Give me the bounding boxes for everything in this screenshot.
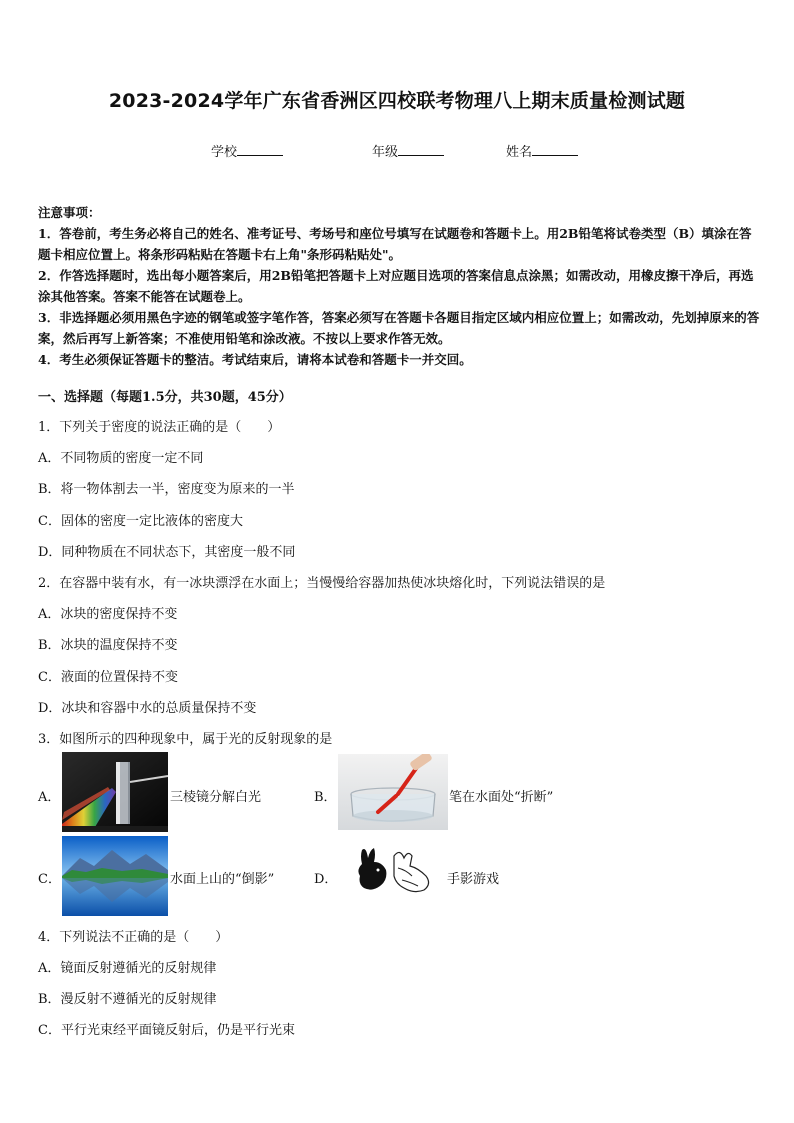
q3-option-a-letter: A． <box>38 790 61 805</box>
name-blank <box>532 143 578 156</box>
notice-item-3: 3．非选择题必须用黑色字迹的钢笔或签字笔作答，答案必须写在答题卡各题目指定区域内相应位置上；如需改动，先划掉原来的答案，然后再写上新答案；不准使用铅笔和涂改液。不按以上要求作答无效。 <box>38 310 760 346</box>
q1-option-c: C．固体的密度一定比液体的密度大 <box>38 514 243 529</box>
exam-title: 2023-2024学年广东省香洲区四校联考物理八上期末质量检测试题 <box>108 90 686 112</box>
name-label: 姓名 <box>506 145 533 160</box>
q3-option-c-caption: 水面上山的“倒影” <box>170 872 275 887</box>
q3-option-b-caption: 笔在水面处“折断” <box>449 790 554 805</box>
name-field <box>506 141 578 160</box>
q4-option-b: B．漫反射不遵循光的反射规律 <box>38 992 217 1007</box>
q2-stem: 2．在容器中装有水，有一冰块漂浮在水面上；当慢慢给容器加热使冰块熔化时，下列说法错误的是 <box>38 576 606 591</box>
q3-option-d-caption: 手影游戏 <box>447 872 500 887</box>
grade-field <box>372 141 444 160</box>
notice-item-4: 4．考生必须保证答题卡的整洁。考试结束后，请将本试卷和答题卡一并交回。 <box>38 352 472 367</box>
q2-option-d: D．冰块和容器中水的总质量保持不变 <box>38 701 257 716</box>
mountain-reflection-image <box>62 836 168 916</box>
notice-heading: 注意事项： <box>38 205 101 220</box>
q4-stem: 4．下列说法不正确的是（ ） <box>38 930 229 945</box>
q2-option-c: C．液面的位置保持不变 <box>38 670 178 685</box>
q3-option-a-caption: 三棱镜分解白光 <box>170 790 262 805</box>
school-blank <box>237 143 283 156</box>
q3-option-c-letter: C． <box>38 872 61 887</box>
q1-option-d: D．同种物质在不同状态下，其密度一般不同 <box>38 545 296 560</box>
q4-option-a: A．镜面反射遵循光的反射规律 <box>38 961 217 976</box>
pen-in-water-image <box>338 754 448 830</box>
q1-option-b: B．将一物体割去一半，密度变为原来的一半 <box>38 482 295 497</box>
grade-label: 年级 <box>372 145 399 160</box>
notice-item-1: 1．答卷前，考生务必将自己的姓名、准考证号、考场号和座位号填写在试题卷和答题卡上。用2B铅笔将试卷类型（B）填涂在答题卡相应位置上。将条形码粘贴在答题卡右上角"条形码粘贴处"。 <box>38 226 752 262</box>
notice-block <box>38 202 760 370</box>
q4-option-c: C．平行光束经平面镜反射后，仍是平行光束 <box>38 1023 295 1038</box>
grade-blank <box>398 143 444 156</box>
notice-item-2: 2．作答选择题时，选出每小题答案后，用2B铅笔把答题卡上对应题目选项的答案信息点涂黑；如需改动，用橡皮擦干净后，再选涂其他答案。答案不能答在试题卷上。 <box>38 268 754 304</box>
school-label: 学校 <box>211 145 238 160</box>
q3-stem: 3．如图所示的四种现象中，属于光的反射现象的是 <box>38 732 333 747</box>
school-field <box>211 141 283 160</box>
q1-option-a: A．不同物质的密度一定不同 <box>38 451 204 466</box>
section-title: 一、选择题（每题1.5分，共30题，45分） <box>38 390 292 405</box>
q3-option-b-letter: B． <box>314 790 337 805</box>
q1-stem: 1．下列关于密度的说法正确的是（ ） <box>38 420 281 435</box>
q2-option-a: A．冰块的密度保持不变 <box>38 607 178 622</box>
q3-option-d-letter: D． <box>314 872 338 887</box>
prism-rainbow-image <box>62 752 168 832</box>
hand-shadow-image <box>356 846 436 898</box>
q2-option-b: B．冰块的温度保持不变 <box>38 638 178 653</box>
